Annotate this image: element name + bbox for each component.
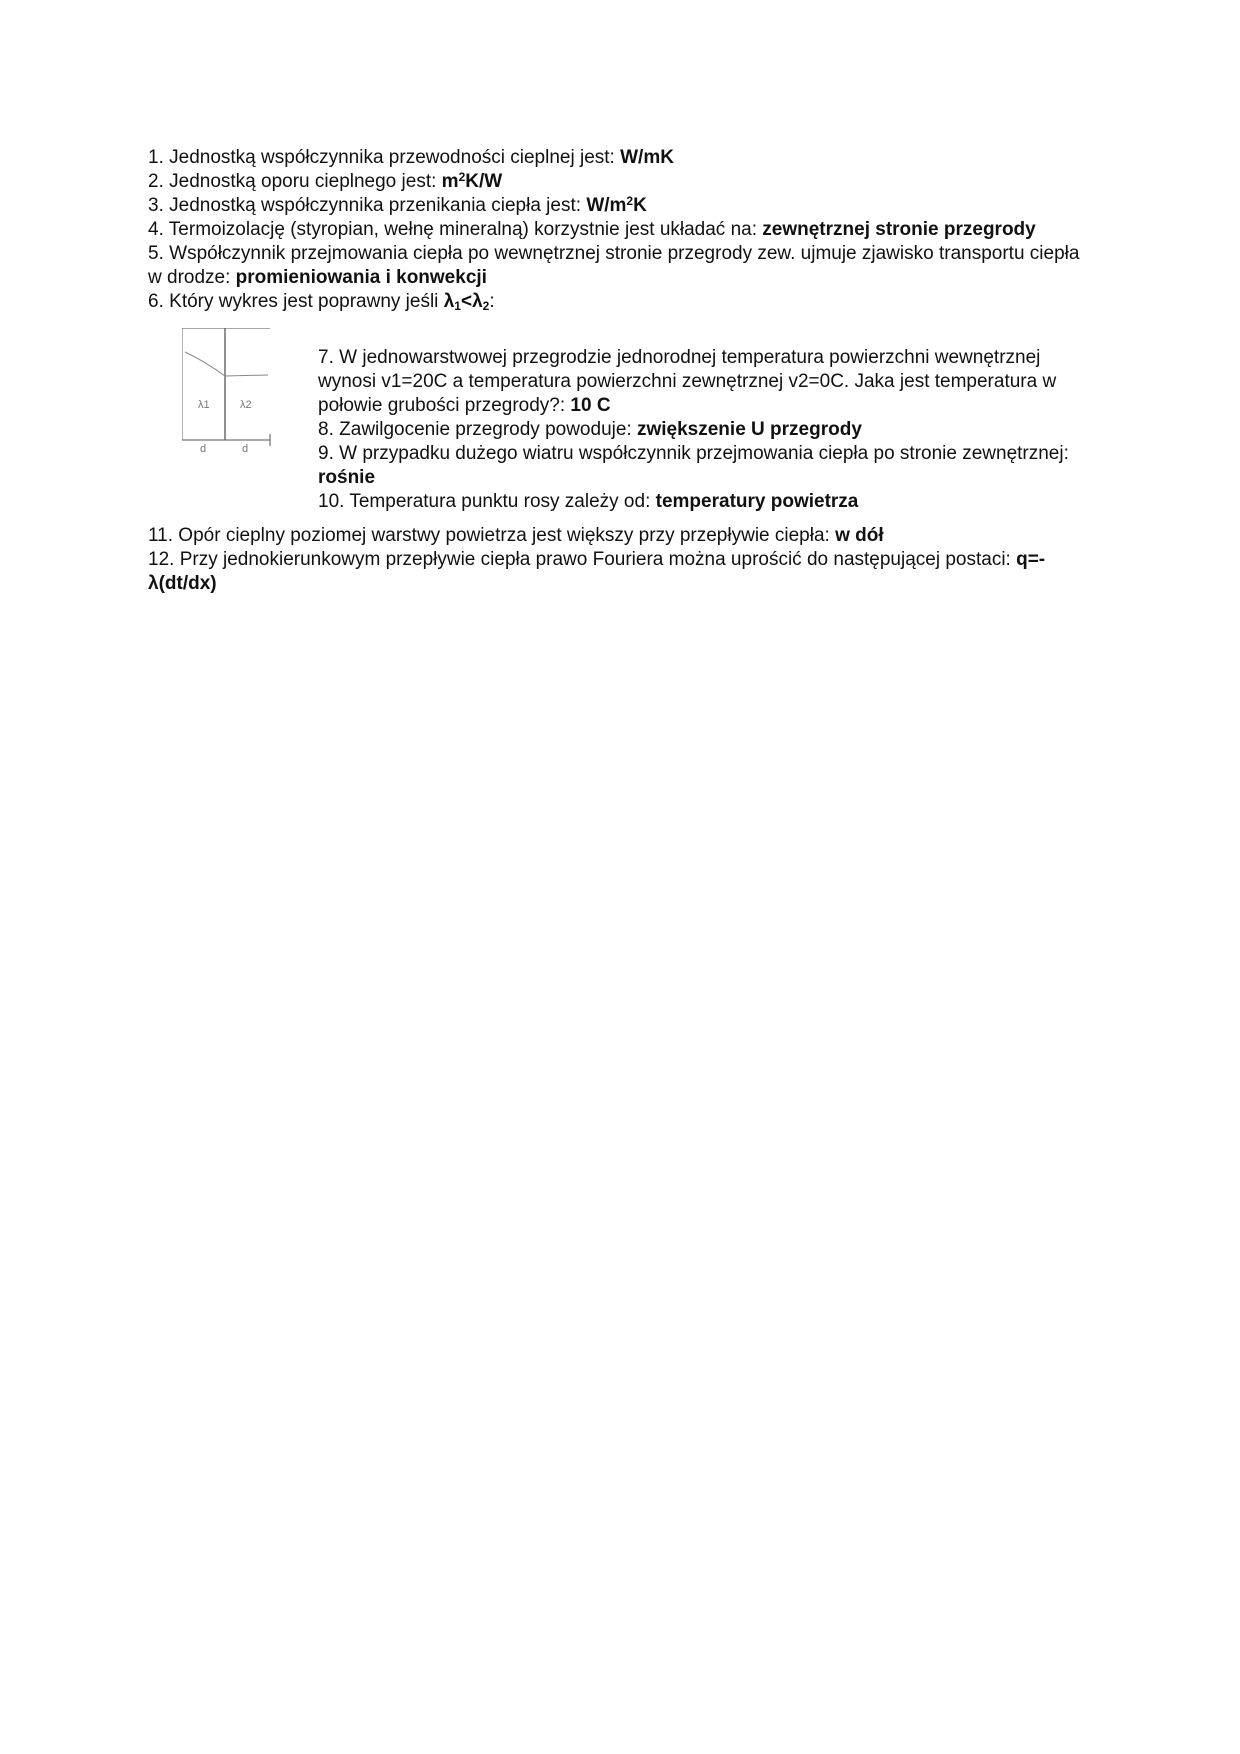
answer-part: K/W bbox=[465, 171, 503, 192]
question-1 bbox=[148, 146, 1088, 170]
question-text: W przypadku dużego wiatru współczynnik przejmowania ciepła po stronie zewnętrznej: bbox=[339, 443, 1069, 464]
question-text: Przy jednokierunkowym przepływie ciepła prawo Fouriera można uprościć do następującej postaci: bbox=[179, 549, 1011, 570]
figure-and-questions-block bbox=[148, 328, 1088, 524]
question-number: 3. bbox=[148, 195, 164, 216]
dimension-label-left: d bbox=[200, 443, 207, 455]
answer: rośnie bbox=[318, 467, 376, 488]
answer: w dół bbox=[835, 525, 884, 546]
question-text: Jednostką współczynnika przewodności cieplnej jest: bbox=[169, 147, 615, 168]
question-text: Jednostką oporu cieplnego jest: bbox=[169, 171, 437, 192]
less-than-sign: < bbox=[460, 291, 473, 312]
question-number: 1. bbox=[148, 147, 164, 168]
lambda-subscript: 1 bbox=[454, 299, 461, 313]
answer-part: K bbox=[633, 195, 647, 216]
answer: temperatury powietrza bbox=[655, 491, 859, 512]
question-4 bbox=[148, 218, 1088, 242]
answer: q=-λ(dt/dx) bbox=[148, 549, 1046, 594]
answer-part: m bbox=[441, 171, 459, 192]
answer-part: W/m bbox=[586, 195, 627, 216]
answer: zewnętrznej stronie przegrody bbox=[762, 219, 1036, 240]
question-number: 5. bbox=[148, 243, 164, 264]
question-number: 6. bbox=[148, 291, 164, 312]
answer-superscript: 2 bbox=[626, 194, 634, 208]
question-number: 11. bbox=[148, 525, 174, 546]
lambda-symbol: λ bbox=[443, 291, 455, 312]
question-text: Temperatura punktu rosy zależy od: bbox=[349, 491, 651, 512]
question-12 bbox=[148, 548, 1088, 596]
question-3 bbox=[148, 194, 1088, 218]
question-number: 12. bbox=[148, 549, 175, 570]
questions-beside-figure bbox=[318, 346, 1088, 514]
colon: : bbox=[489, 291, 495, 312]
answer: zwiększenie U przegrody bbox=[636, 419, 862, 440]
question-number: 10. bbox=[318, 491, 345, 512]
question-text: Opór cieplny poziomej warstwy powietrza jest większy przy przepływie ciepła: bbox=[178, 525, 830, 546]
answer: promieniowania i konwekcji bbox=[235, 267, 487, 288]
lambda-subscript: 2 bbox=[482, 299, 490, 313]
question-number: 4. bbox=[148, 219, 164, 240]
answer-superscript: 2 bbox=[458, 170, 466, 184]
question-7 bbox=[318, 346, 1088, 418]
lambda-condition bbox=[444, 291, 490, 312]
document-page bbox=[148, 146, 1088, 596]
question-10 bbox=[318, 490, 1088, 514]
temperature-curve bbox=[185, 352, 268, 376]
question-number: 2. bbox=[148, 171, 164, 192]
question-2 bbox=[148, 170, 1088, 194]
question-number: 7. bbox=[318, 347, 334, 368]
question-text: Który wykres jest poprawny jeśli bbox=[169, 291, 439, 312]
question-5 bbox=[148, 242, 1088, 290]
question-text: Termoizolację (styropian, wełnę mineralną) korzystnie jest układać na: bbox=[168, 219, 757, 240]
question-text: W jednowarstwowej przegrodzie jednorodnej temperatura powierzchni wewnętrznej wynosi v1=20C a temperatura powierzchni zewnętrznej v2=0C. Jaka jest temperatura w połowie grubości przegrody?: bbox=[318, 347, 1057, 416]
diagram-svg bbox=[182, 328, 282, 458]
lambda-2-label: λ2 bbox=[240, 399, 252, 411]
lambda-symbol: λ bbox=[472, 291, 483, 312]
answer: 10 C bbox=[570, 395, 611, 416]
wall-temperature-diagram bbox=[182, 328, 282, 458]
question-6 bbox=[148, 290, 1088, 314]
question-8 bbox=[318, 418, 1088, 442]
question-number: 9. bbox=[318, 443, 334, 464]
answer bbox=[586, 195, 647, 216]
question-11 bbox=[148, 524, 1088, 548]
question-text: Współczynnik przejmowania ciepła po wewnętrznej stronie przegrody zew. ujmuje zjawisko transportu ciepła w drodze: bbox=[148, 243, 1080, 288]
lambda-1-label: λ1 bbox=[198, 399, 210, 411]
answer bbox=[442, 171, 503, 192]
question-text: Zawilgocenie przegrody powoduje: bbox=[339, 419, 632, 440]
question-number: 8. bbox=[318, 419, 334, 440]
question-text: Jednostką współczynnika przenikania ciepła jest: bbox=[169, 195, 582, 216]
answer: W/mK bbox=[620, 147, 674, 168]
question-9 bbox=[318, 442, 1088, 490]
dimension-label-right: d bbox=[242, 443, 249, 455]
